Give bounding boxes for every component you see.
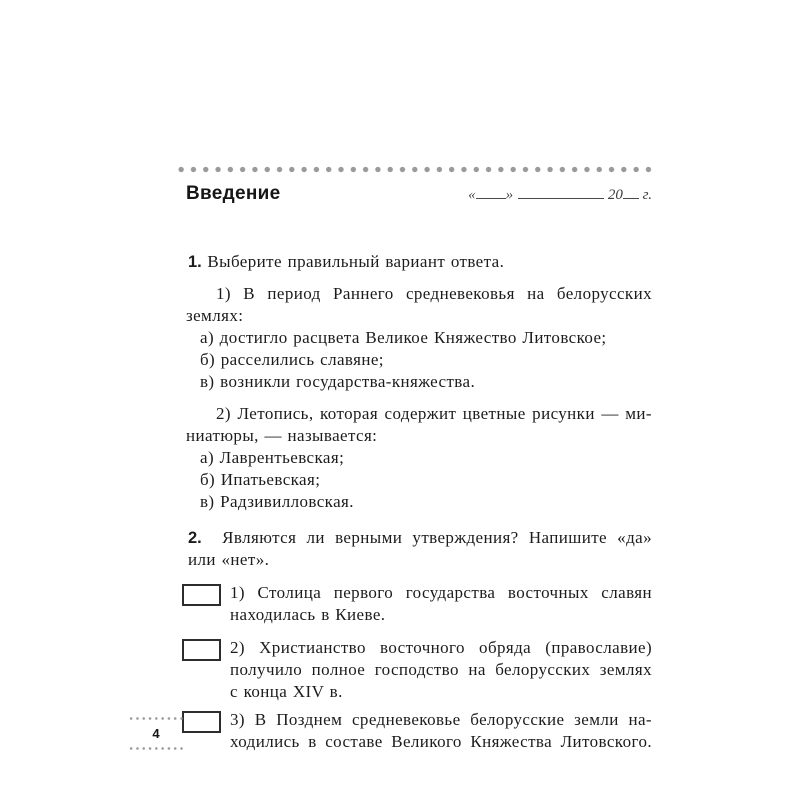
date-month-blank[interactable]	[518, 185, 604, 199]
statement-2-line2: получило полное господство на белорусских землях	[230, 660, 652, 679]
page-header	[186, 183, 652, 205]
statement-2-text	[230, 637, 652, 703]
q1-sub2-option-a: а) Лаврентьевская;	[200, 448, 345, 467]
year-suffix: г.	[642, 187, 652, 203]
date-fill-in-line	[468, 185, 652, 204]
answer-box-2[interactable]	[182, 639, 221, 661]
workbook-page-content	[186, 166, 652, 753]
answer-box-3[interactable]	[182, 711, 221, 733]
q1-sub2-option-b: б) Ипатьевская;	[200, 470, 321, 489]
page-footer	[128, 716, 184, 751]
question-2-prompt-line1: Являются ли верными утверждения? Напишите «да»	[222, 528, 652, 547]
answer-box-1[interactable]	[182, 584, 221, 606]
dotted-divider-top	[175, 166, 653, 173]
statement-3-line2: ходились в составе Великого Княжества Литовского.	[230, 732, 652, 751]
question-2-prompt-line2: или «нет».	[188, 550, 270, 569]
statement-2-line1: 2) Христианство восточного обряда (православие)	[230, 638, 652, 657]
question-1-prompt: Выберите правильный вариант ответа.	[207, 252, 505, 271]
q1-sub2-option-v: в) Радзивилловская.	[200, 492, 354, 511]
q1-sub1-option-b: б) расселились славяне;	[200, 350, 384, 369]
q1-sub1-line2: землях:	[186, 306, 244, 325]
statement-1-line2: находилась в Киеве.	[230, 605, 386, 624]
statement-2-line3: с конца XIV в.	[230, 682, 343, 701]
page-number: 4	[152, 726, 160, 741]
dotted-divider-footer-bottom	[128, 746, 184, 751]
date-year-blank[interactable]	[623, 185, 639, 199]
statement-item-3	[186, 709, 652, 753]
dotted-divider-footer-top	[128, 716, 184, 721]
question-1-number: 1.	[188, 253, 202, 271]
statement-3-line1: 3) В Позднем средневековье белорусские земли на-	[230, 710, 652, 729]
q1-sub1-option-v: в) возникли государства-княжества.	[200, 372, 476, 391]
q1-sub2-line2: ниатюры, — называется:	[186, 426, 378, 445]
statement-item-2	[186, 637, 652, 703]
question-2-number: 2.	[188, 529, 202, 547]
date-day-blank[interactable]	[476, 185, 506, 199]
statement-item-1	[186, 582, 652, 626]
statement-1-line1: 1) Столица первого государства восточных славян	[230, 583, 652, 602]
q1-sub2-line1: 2) Летопись, которая содержит цветные рисунки — ми-	[216, 404, 652, 423]
page-title: Введение	[186, 183, 281, 204]
statement-1-text	[230, 582, 652, 626]
question-1-heading	[186, 251, 652, 273]
statement-3-text	[230, 709, 652, 753]
q1-sub1-option-a: а) достигло расцвета Великое Княжество Литовское;	[200, 328, 607, 347]
question-2-heading	[186, 527, 652, 549]
open-quote: «	[468, 187, 476, 203]
q1-sub1-line1: 1) В период Раннего средневековья на белорусских	[216, 284, 652, 303]
year-prefix: 20	[607, 187, 623, 203]
close-quote: »	[505, 187, 514, 203]
